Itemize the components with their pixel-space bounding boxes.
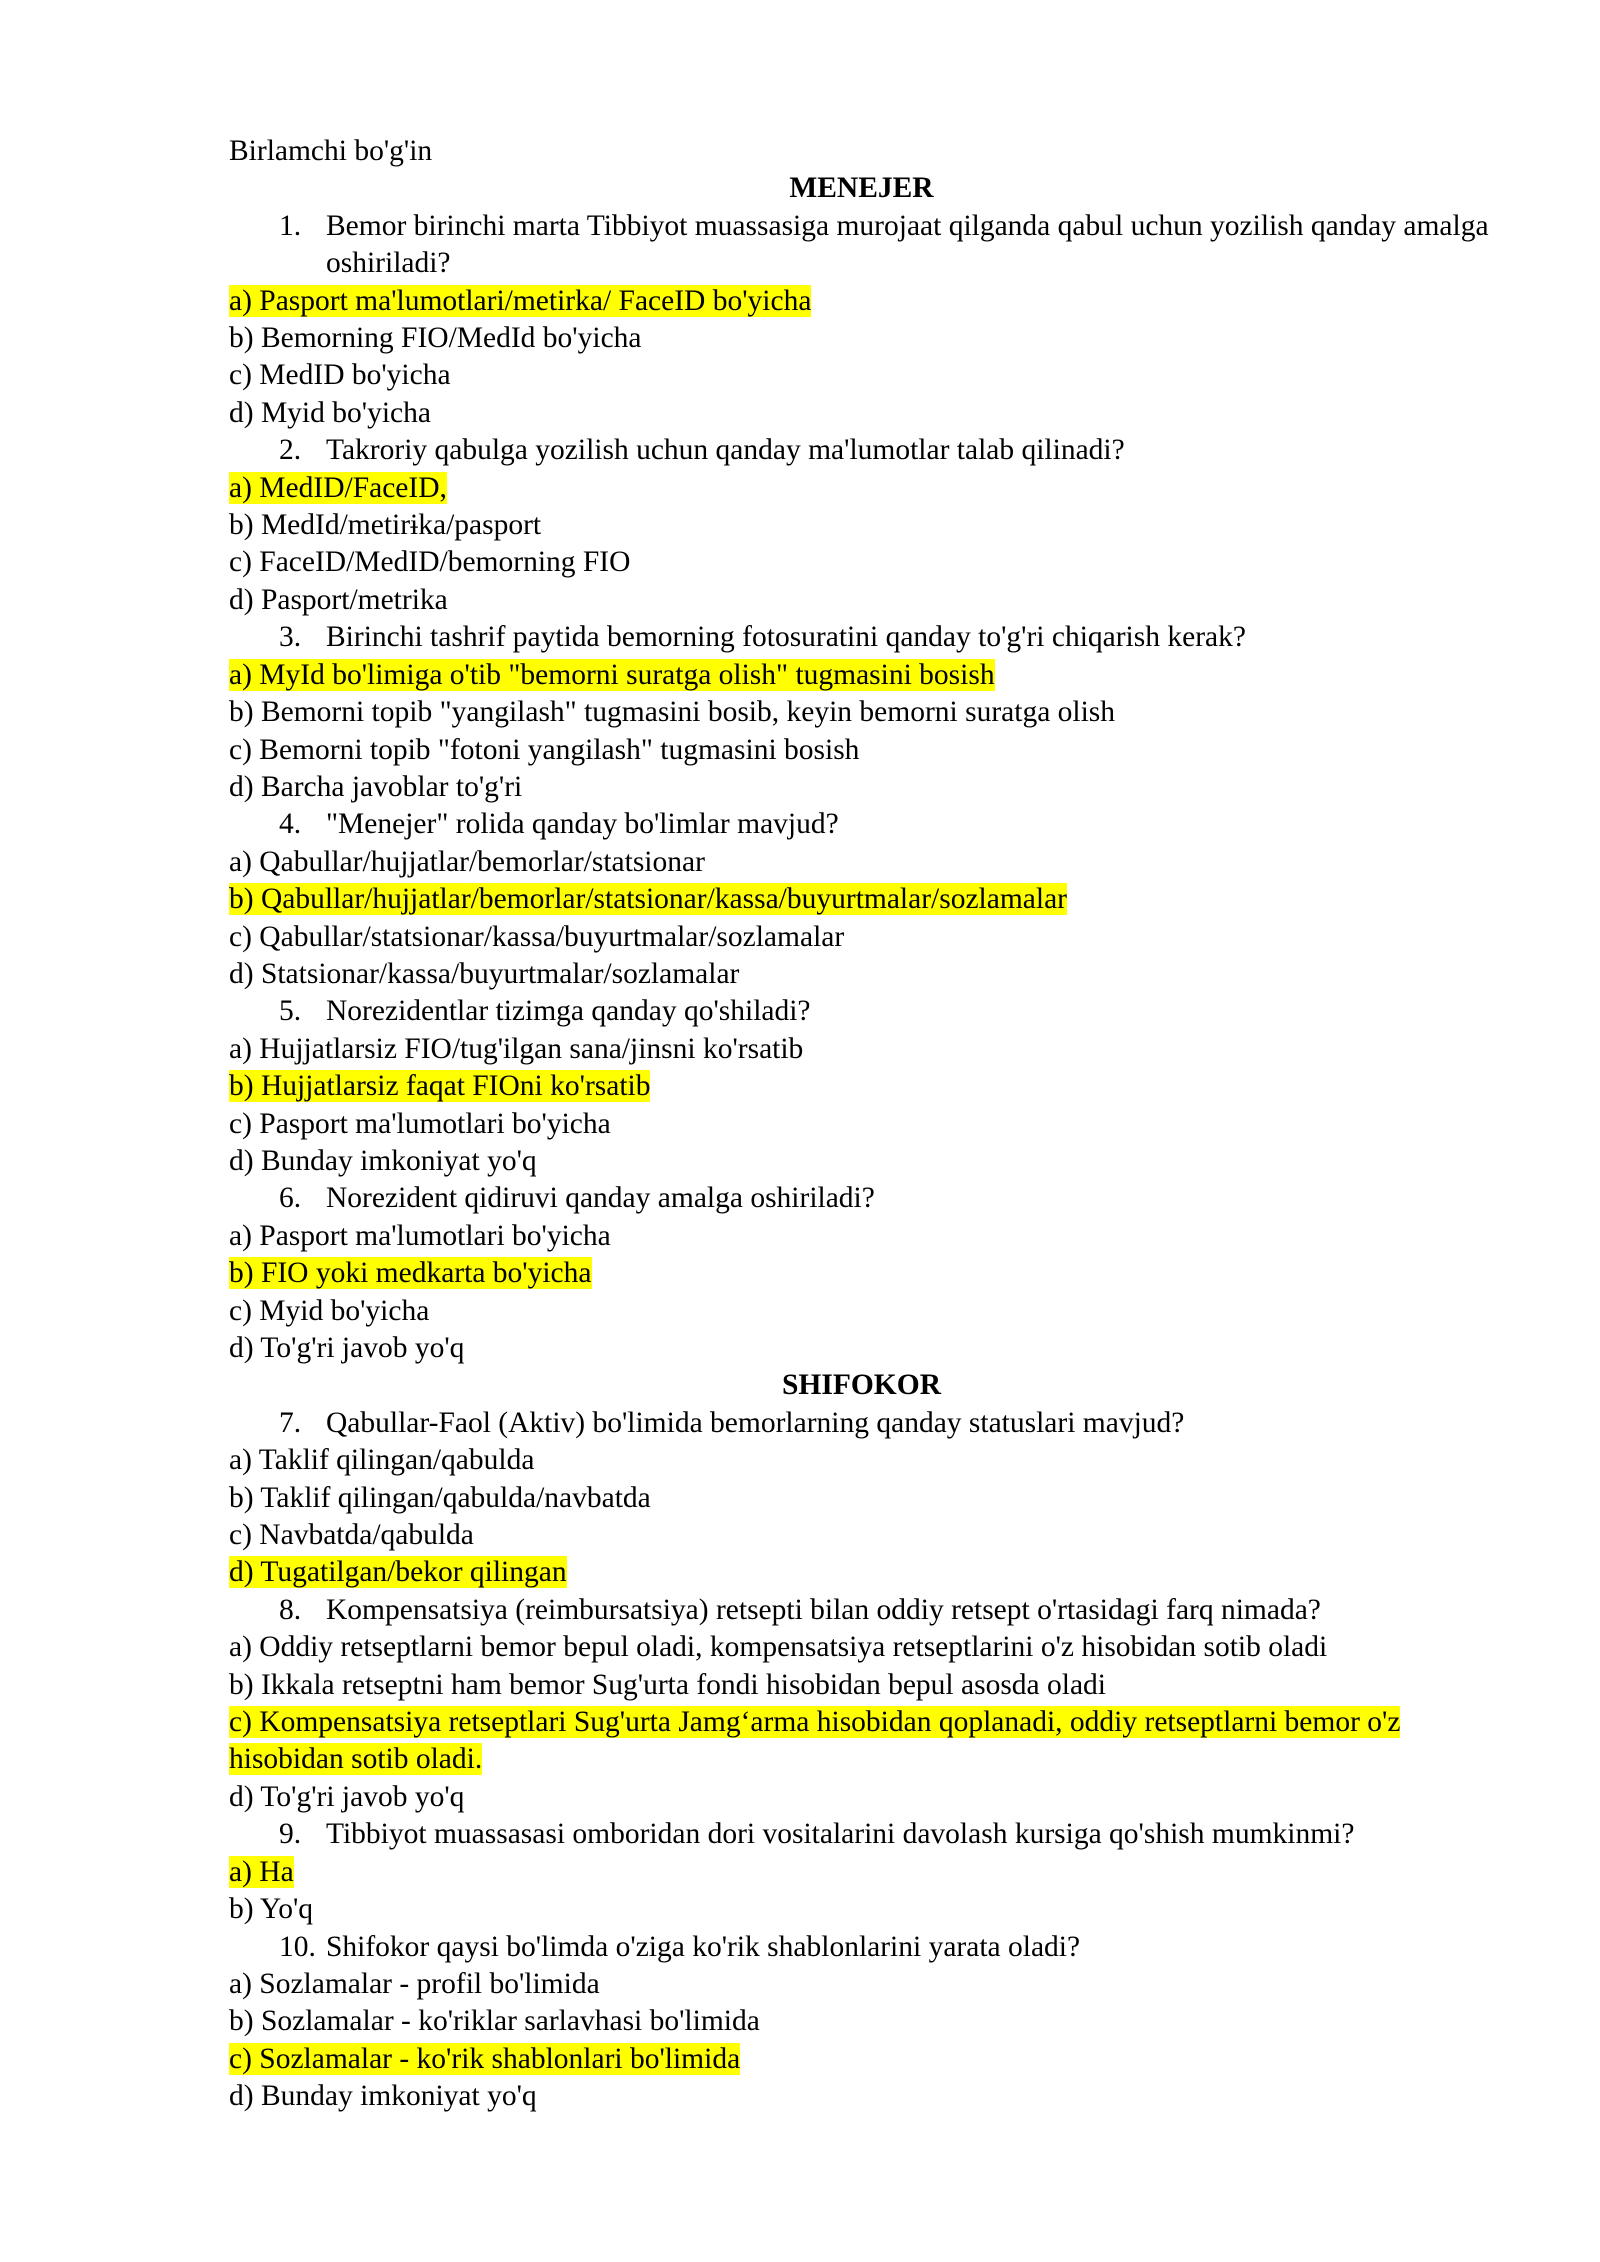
answer-option bbox=[229, 1704, 1494, 1779]
question-number: 6. bbox=[279, 1182, 302, 1215]
answer-option bbox=[229, 2078, 1494, 2115]
question-text: Qabullar-Faol (Aktiv) bo'limida bemorlarning qanday statuslari mavjud? bbox=[326, 1406, 1185, 1439]
answer-text: b) Yo'q bbox=[229, 1893, 314, 1926]
answer-text: d) Bunday imkoniyat yo'q bbox=[229, 1144, 537, 1177]
answer-option bbox=[229, 1031, 1494, 1068]
answer-option bbox=[229, 769, 1494, 806]
question-text: Takroriy qabulga yozilish uchun qanday ma'lumotlar talab qilinadi? bbox=[326, 434, 1125, 467]
question bbox=[229, 1929, 1494, 1966]
answer-text: a) Oddiy retseptlarni bemor bepul oladi, kompensatsiya retseptlarini o'z hisobidan sotib oladi bbox=[229, 1631, 1328, 1664]
question-text: Shifokor qaysi bo'limda o'ziga ko'rik shablonlarini yarata oladi? bbox=[326, 1930, 1081, 1963]
question-text: "Menejer" rolida qanday bo'limlar mavjud? bbox=[326, 808, 839, 841]
answer-text: c) Navbatda/qabulda bbox=[229, 1519, 474, 1552]
answer-text: d) To'g'ri javob yo'q bbox=[229, 1780, 465, 1813]
answer-text: d) Bunday imkoniyat yo'q bbox=[229, 2080, 537, 2113]
answer-option bbox=[229, 544, 1494, 581]
answer-option bbox=[229, 1106, 1494, 1143]
answer-text: b) Bemorni topib "yangilash" tugmasini bosib, keyin bemorni suratga olish bbox=[229, 696, 1116, 729]
answer-option bbox=[229, 956, 1494, 993]
question-number: 3. bbox=[279, 621, 302, 654]
highlighted-answer-text: b) FIO yoki medkarta bo'yicha bbox=[229, 1257, 592, 1290]
answer-text: c) Qabullar/statsionar/kassa/buyurtmalar/sozlamalar bbox=[229, 920, 845, 953]
answer-text: a) Hujjatlarsiz FIO/tug'ilgan sana/jinsni ko'rsatib bbox=[229, 1032, 804, 1065]
answer-text: b) MedId/metirɨka/pasport bbox=[229, 509, 542, 542]
question bbox=[229, 1816, 1494, 1853]
answer-text: d) To'g'ri javob yo'q bbox=[229, 1332, 465, 1364]
answer-option bbox=[229, 1293, 1494, 1330]
question bbox=[229, 806, 1494, 843]
answer-option bbox=[229, 1966, 1494, 2003]
question bbox=[229, 208, 1494, 283]
answer-text: d) Statsionar/kassa/buyurtmalar/sozlamalar bbox=[229, 957, 740, 990]
answer-option bbox=[229, 1517, 1494, 1554]
answer-text: c) FaceID/MedID/bemorning FIO bbox=[229, 546, 631, 579]
answer-option bbox=[229, 2041, 1494, 2078]
answer-text: b) Taklif qilingan/qabulda/navbatda bbox=[229, 1481, 651, 1514]
section-title: SHIFOKOR bbox=[782, 1369, 941, 1402]
section-title: MENEJER bbox=[789, 172, 934, 205]
question bbox=[229, 993, 1494, 1030]
question-number: 7. bbox=[279, 1406, 302, 1439]
question-text: Norezidentlar tizimga qanday qo'shiladi? bbox=[326, 995, 811, 1028]
highlighted-answer-text: b) Qabullar/hujjatlar/bemorlar/statsionar/kassa/buyurtmalar/sozlamalar bbox=[229, 883, 1067, 916]
answer-option bbox=[229, 395, 1494, 432]
question-text: Birinchi tashrif paytida bemorning fotosuratini qanday to'g'ri chiqarish kerak? bbox=[326, 621, 1246, 654]
highlighted-answer-text: c) Kompensatsiya retseptlari Sug'urta Jamg‘arma hisobidan qoplanadi, oddiy retseptlarni bemor o'z hisobidan sotib oladi. bbox=[229, 1706, 1401, 1776]
answer-text: d) Pasport/metrika bbox=[229, 583, 448, 616]
highlighted-answer-text: a) Ha bbox=[229, 1855, 294, 1888]
document-sections bbox=[229, 170, 1494, 2115]
question-text: Norezident qidiruvi qanday amalga oshiriladi? bbox=[326, 1182, 875, 1215]
answer-option bbox=[229, 919, 1494, 956]
answer-option bbox=[229, 1480, 1494, 1517]
highlighted-answer-text: d) Tugatilgan/bekor qilingan bbox=[229, 1556, 567, 1589]
answer-option bbox=[229, 357, 1494, 394]
document-header: Birlamchi bo'g'in bbox=[229, 135, 433, 167]
answer-text: a) Pasport ma'lumotlari bo'yicha bbox=[229, 1219, 611, 1252]
answer-option bbox=[229, 881, 1494, 918]
question-number: 1. bbox=[279, 209, 302, 242]
answer-text: c) Myid bo'yicha bbox=[229, 1294, 430, 1327]
answer-option bbox=[229, 283, 1494, 320]
answer-text: a) Qabullar/hujjatlar/bemorlar/statsionar bbox=[229, 845, 705, 878]
question bbox=[229, 1405, 1494, 1442]
answer-option bbox=[229, 2003, 1494, 2040]
answer-text: c) Pasport ma'lumotlari bo'yicha bbox=[229, 1107, 611, 1140]
question bbox=[229, 432, 1494, 469]
question-text: Bemor birinchi marta Tibbiyot muassasiga murojaat qilganda qabul uchun yozilish qanday amalga oshiriladi? bbox=[326, 209, 1489, 280]
answer-option bbox=[229, 844, 1494, 881]
highlighted-answer-text: a) MyId bo'limiga o'tib "bemorni suratga olish" tugmasini bosish bbox=[229, 658, 995, 691]
answer-text: b) Sozlamalar - ko'riklar sarlavhasi bo'limida bbox=[229, 2005, 760, 2038]
answer-option bbox=[229, 732, 1494, 769]
answer-option bbox=[229, 694, 1494, 731]
highlighted-answer-text: a) MedID/FaceID, bbox=[229, 471, 447, 504]
answer-option bbox=[229, 1667, 1494, 1704]
highlighted-answer-text: b) Hujjatlarsiz faqat FIOni ko'rsatib bbox=[229, 1070, 651, 1103]
answer-option bbox=[229, 657, 1494, 694]
question-number: 5. bbox=[279, 995, 302, 1028]
answer-option bbox=[229, 582, 1494, 619]
question-number: 10. bbox=[279, 1930, 316, 1963]
answer-option bbox=[229, 1779, 1494, 1816]
answer-option bbox=[229, 1143, 1494, 1180]
answer-option bbox=[229, 1629, 1494, 1666]
highlighted-answer-text: c) Sozlamalar - ko'rik shablonlari bo'limida bbox=[229, 2042, 741, 2075]
highlighted-answer-text: a) Pasport ma'lumotlari/metirka/ FaceID bo'yicha bbox=[229, 284, 812, 317]
answer-text: b) Bemorning FIO/MedId bo'yicha bbox=[229, 322, 642, 355]
question-number: 2. bbox=[279, 434, 302, 467]
answer-option bbox=[229, 1068, 1494, 1105]
answer-option bbox=[229, 1255, 1494, 1292]
answer-option bbox=[229, 507, 1494, 544]
answer-text: c) Bemorni topib "fotoni yangilash" tugmasini bosish bbox=[229, 733, 860, 766]
answer-text: d) Barcha javoblar to'g'ri bbox=[229, 770, 523, 803]
question bbox=[229, 619, 1494, 656]
question-text: Tibbiyot muassasasi omboridan dori vositalarini davolash kursiga qo'shish mumkinmi? bbox=[326, 1818, 1355, 1851]
answer-text: d) Myid bo'yicha bbox=[229, 396, 431, 429]
question-number: 4. bbox=[279, 808, 302, 841]
document-page bbox=[229, 133, 1494, 2116]
question bbox=[229, 1592, 1494, 1629]
question-number: 8. bbox=[279, 1593, 302, 1626]
answer-option bbox=[229, 1891, 1494, 1928]
answer-option bbox=[229, 320, 1494, 357]
answer-text: c) MedID bo'yicha bbox=[229, 359, 451, 392]
answer-option bbox=[229, 1330, 1494, 1367]
question bbox=[229, 1180, 1494, 1217]
answer-option bbox=[229, 1442, 1494, 1479]
answer-option bbox=[229, 470, 1494, 507]
answer-text: a) Taklif qilingan/qabulda bbox=[229, 1444, 535, 1477]
question-number: 9. bbox=[279, 1818, 302, 1851]
answer-option bbox=[229, 1218, 1494, 1255]
answer-option bbox=[229, 1854, 1494, 1891]
answer-option bbox=[229, 1554, 1494, 1591]
question-text: Kompensatsiya (reimbursatsiya) retsepti bilan oddiy retsept o'rtasidagi farq nimada? bbox=[326, 1593, 1321, 1626]
answer-text: a) Sozlamalar - profil bo'limida bbox=[229, 1967, 600, 2000]
answer-text: b) Ikkala retseptni ham bemor Sug'urta fondi hisobidan bepul asosda oladi bbox=[229, 1668, 1107, 1701]
